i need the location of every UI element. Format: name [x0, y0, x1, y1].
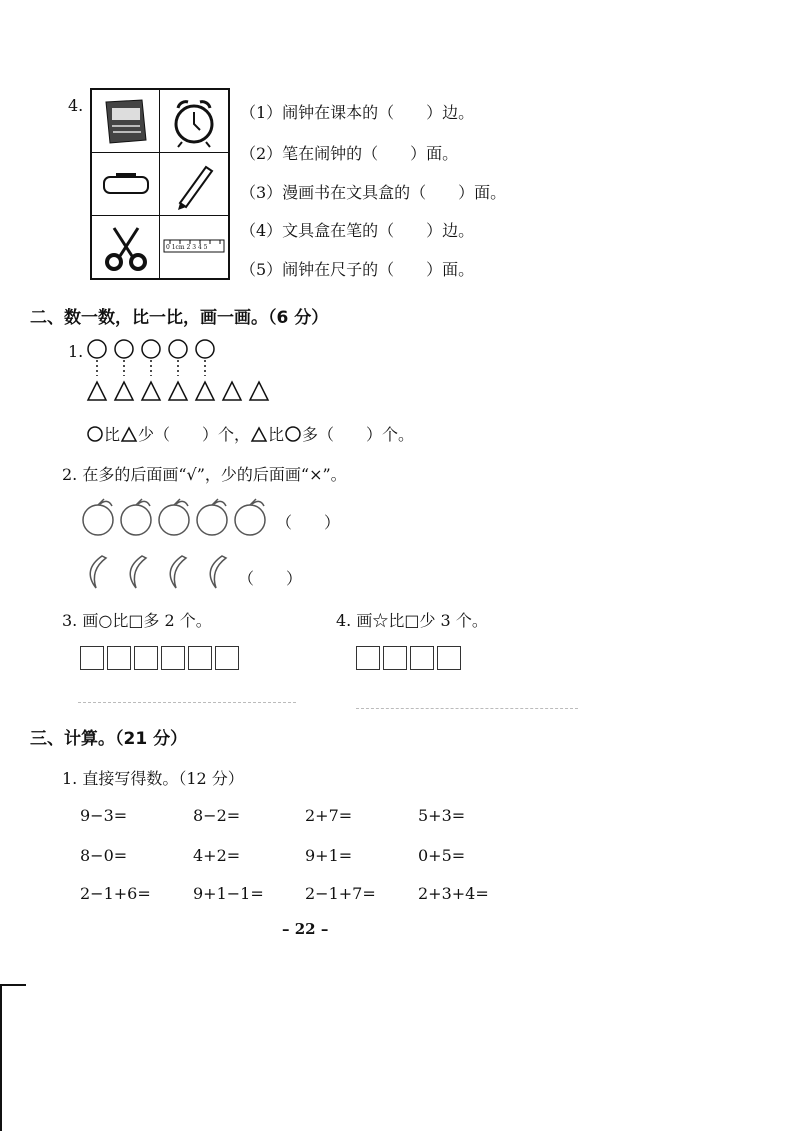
- equation: 5+3=: [418, 806, 466, 825]
- grid-cell-scissors: [92, 216, 160, 278]
- square-icon: [107, 646, 131, 670]
- grid-cell-comic-book: [92, 90, 160, 153]
- equation: 9+1−1=: [193, 884, 264, 903]
- triangle-icon: [115, 382, 133, 400]
- equation: 9−3=: [80, 806, 128, 825]
- triangle-icon: [250, 426, 268, 442]
- q4-draw-instruction: 4. 画☆比□少 3 个。: [336, 611, 488, 630]
- page-number: – 22 –: [282, 920, 329, 938]
- pencil-box-icon: [92, 153, 160, 216]
- grid-cell-pen: [160, 153, 228, 216]
- circle-icon: [142, 340, 160, 358]
- banana-icon: [90, 556, 106, 588]
- triangle-icon: [196, 382, 214, 400]
- square-icon: [161, 646, 185, 670]
- triangle-icon: [223, 382, 241, 400]
- square-icon: [134, 646, 158, 670]
- equation: 2−1+7=: [305, 884, 376, 903]
- q3-answer-line: [78, 702, 296, 703]
- scan-edge-mark: [0, 984, 26, 986]
- circle-icon: [115, 340, 133, 358]
- triangle-icon: [88, 382, 106, 400]
- q4-answer-line: [356, 708, 578, 709]
- equation: 2−1+6=: [80, 884, 151, 903]
- question-number: 4.: [68, 96, 84, 115]
- triangle-icon: [250, 382, 268, 400]
- section-2-title: 二、数一数，比一比，画一画。（6 分）: [30, 308, 329, 328]
- square-icon: [437, 646, 461, 670]
- triangle-icon: [142, 382, 160, 400]
- q4-item-4: （4）文具盒在笔的（ ）边。: [240, 221, 475, 240]
- circle-icon: [88, 340, 106, 358]
- grid-cell-pencil-box: [92, 153, 160, 216]
- bananas-figure: [80, 552, 240, 592]
- q4-item-5: （5）闹钟在尺子的（ ）面。: [240, 260, 475, 279]
- square-icon: [383, 646, 407, 670]
- circle-icon: [196, 340, 214, 358]
- apple-icon: [197, 505, 227, 535]
- circle-icon: [86, 426, 104, 442]
- q1-answer-line: 比 少（ ）个， 比 多（ ）个。: [86, 422, 414, 445]
- square-icon: [215, 646, 239, 670]
- apples-figure: [80, 496, 280, 540]
- square-icon: [188, 646, 212, 670]
- bananas-answer-paren: （ ）: [238, 569, 303, 588]
- section-3-title: 三、计算。（21 分）: [30, 729, 188, 749]
- circle-icon: [169, 340, 187, 358]
- apple-icon: [235, 505, 265, 535]
- banana-icon: [210, 556, 226, 588]
- equation: 2+7=: [305, 806, 353, 825]
- scan-edge-mark: [0, 984, 2, 1131]
- q3-squares: [80, 646, 242, 674]
- triangle-icon: [169, 382, 187, 400]
- picture-grid: [90, 88, 230, 280]
- circles-triangles-figure: [86, 338, 286, 408]
- q1-number: 1.: [68, 342, 84, 361]
- square-icon: [410, 646, 434, 670]
- q3-instruction: 3. 画○比□多 2 个。: [62, 611, 212, 630]
- ruler-label: 0 1cm 2 3 4 5: [166, 244, 208, 251]
- apple-icon: [121, 505, 151, 535]
- equation: 9+1=: [305, 846, 353, 865]
- alarm-clock-icon: [160, 90, 228, 153]
- equation: 8−2=: [193, 806, 241, 825]
- section-3-sub-1: 1. 直接写得数。（12 分）: [62, 769, 244, 788]
- banana-icon: [130, 556, 146, 588]
- apple-icon: [159, 505, 189, 535]
- banana-icon: [170, 556, 186, 588]
- scissors-icon: [92, 216, 160, 278]
- circle-icon: [284, 426, 302, 442]
- q4-item-2: （2）笔在闹钟的（ ）面。: [240, 144, 459, 163]
- q2-instruction: 2. 在多的后面画“√”，少的后面画“×”。: [62, 465, 347, 484]
- equation: 8−0=: [80, 846, 128, 865]
- q4-item-1: （1）闹钟在课本的（ ）边。: [240, 103, 475, 122]
- equation: 4+2=: [193, 846, 241, 865]
- apples-answer-paren: （ ）: [276, 513, 341, 532]
- equation: 2+3+4=: [418, 884, 489, 903]
- square-icon: [80, 646, 104, 670]
- pen-icon: [160, 153, 228, 216]
- grid-cell-ruler: [160, 216, 228, 278]
- q4-squares: [356, 646, 464, 674]
- square-icon: [356, 646, 380, 670]
- comic-book-icon: [92, 90, 160, 153]
- triangle-icon: [120, 426, 138, 442]
- grid-cell-alarm-clock: [160, 90, 228, 153]
- equation: 0+5=: [418, 846, 466, 865]
- q4-item-3: （3）漫画书在文具盒的（ ）面。: [240, 183, 507, 202]
- apple-icon: [83, 505, 113, 535]
